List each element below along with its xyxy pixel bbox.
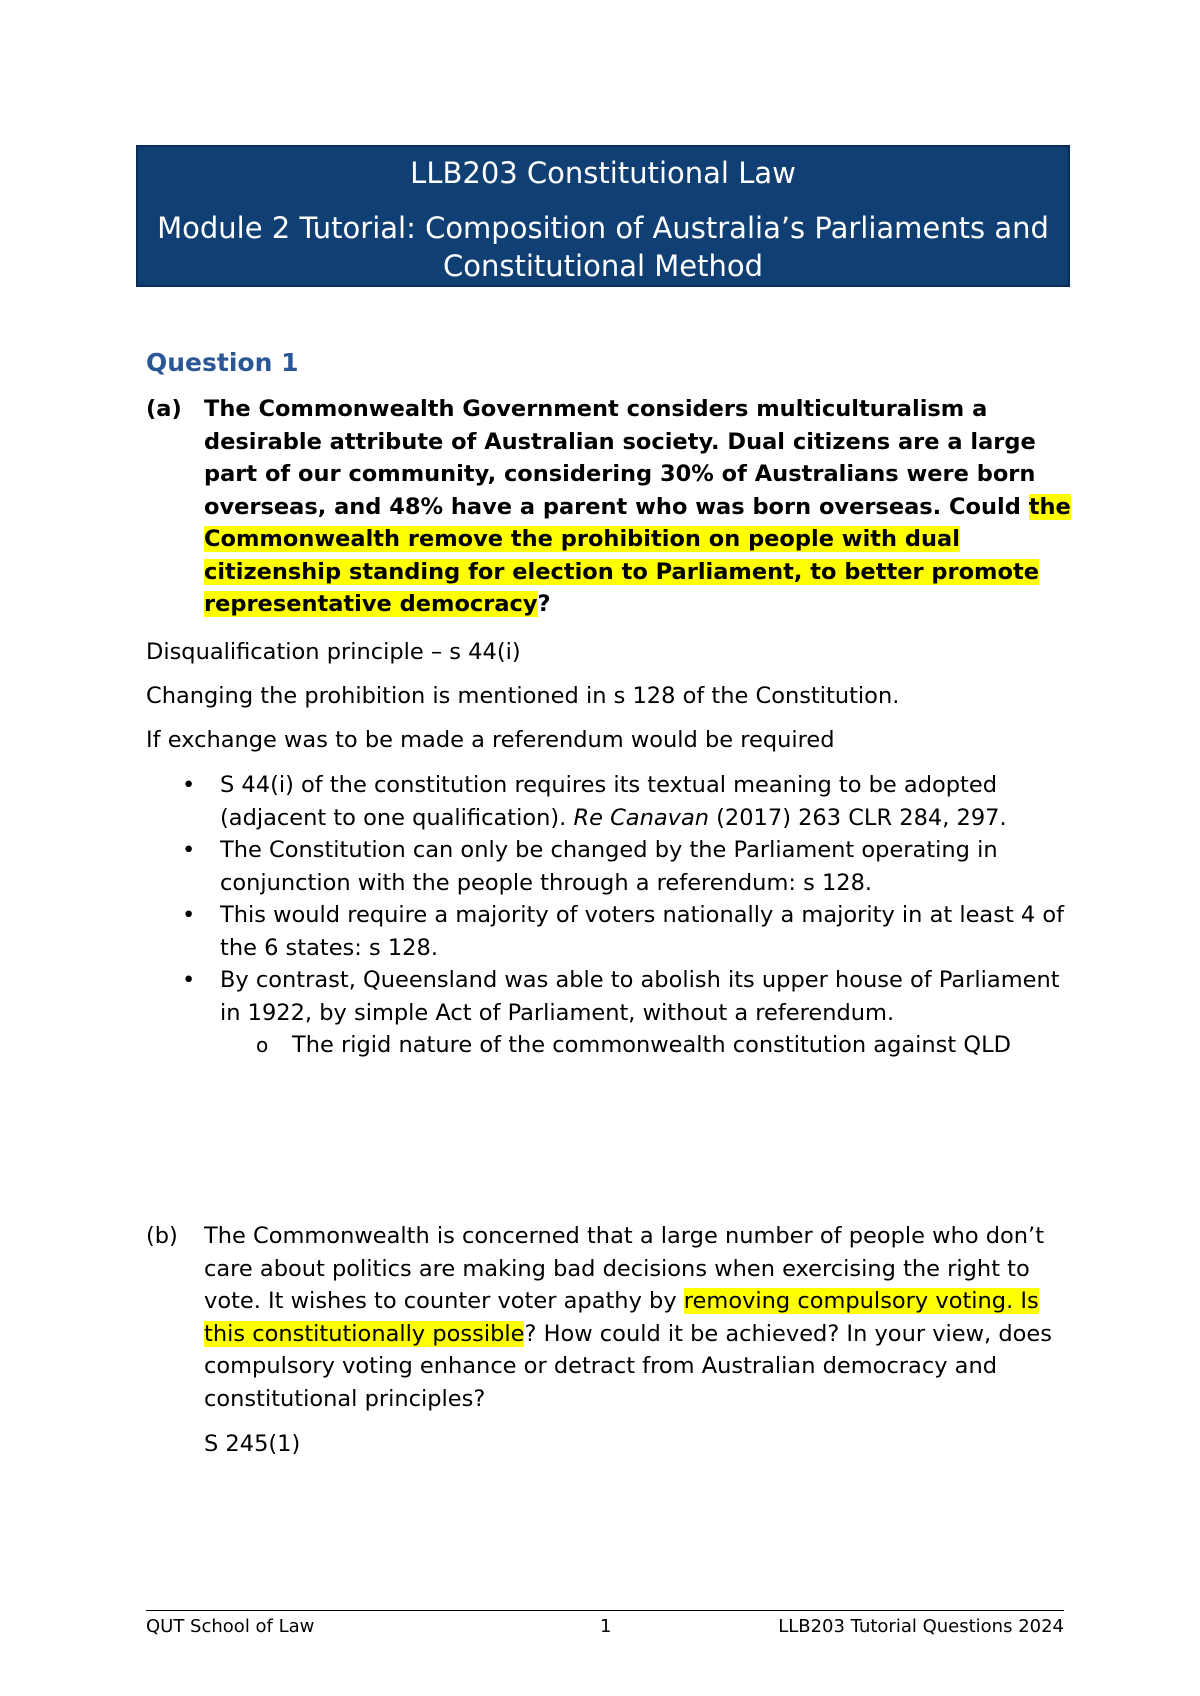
part-a-text-before: The Commonwealth Government considers multiculturalism a desirable attribute of Australian society. Dual citizens are a large part of our community, considering 30% of Australians were born overseas, and 48% have a parent who was born overseas. Could xyxy=(204,396,1036,520)
bullet-item: • By contrast, Queensland was able to abolish its upper house of Parliament in 1922, by simple Act of Parliament, without a referendum. xyxy=(146,964,1086,1029)
footer-divider xyxy=(146,1610,1064,1611)
module-title: Module 2 Tutorial: Composition of Australia’s Parliaments and Constitutional Method xyxy=(157,211,1049,283)
page-number: 1 xyxy=(600,1616,612,1637)
title-banner xyxy=(136,145,1070,287)
case-name: Re Canavan xyxy=(573,804,709,831)
bullet-icon: • xyxy=(182,772,196,798)
bullet-icon: • xyxy=(182,967,196,993)
course-title: LLB203 Constitutional Law xyxy=(410,156,796,190)
circle-bullet-icon: o xyxy=(256,1033,269,1057)
part-a-text xyxy=(204,393,1074,621)
bullet-item: • S 44(i) of the constitution requires its textual meaning to be adopted (adjacent to one qualification). Re Canavan (2017) 263 CLR 284, 297. xyxy=(146,769,1086,834)
footer-right: LLB203 Tutorial Questions 2024 xyxy=(778,1616,1064,1637)
note-prohibition: Changing the prohibition is mentioned in s 128 of the Constitution. xyxy=(146,683,900,709)
note-disqualification: Disqualification principle – s 44(i) xyxy=(146,639,521,665)
part-a-label: (a) xyxy=(146,396,182,422)
part-b-text-before: The Commonwealth is concerned that a large number of people who don’t care about politics are making bad decisions when exercising the right to vote. It wishes to counter voter apathy by xyxy=(204,1223,1045,1314)
part-b-text xyxy=(204,1220,1074,1415)
part-a-highlight: the Commonwealth remove the prohibition on people with dual citizenship standing for election to Parliament, to better promote representative democracy xyxy=(204,493,1071,617)
bullet-list xyxy=(146,769,1086,1062)
question-1-heading: Question 1 xyxy=(146,348,299,377)
part-b-label: (b) xyxy=(146,1223,178,1249)
part-b-answer: S 245(1) xyxy=(204,1431,301,1457)
footer-left: QUT School of Law xyxy=(146,1616,315,1637)
part-a-text-after: ? xyxy=(537,591,551,617)
note-referendum: If exchange was to be made a referendum would be required xyxy=(146,727,835,753)
bullet-item: • The Constitution can only be changed by the Parliament operating in conjunction with the people through a referendum: s 128. xyxy=(146,834,1086,899)
bullet-item: • This would require a majority of voters nationally a majority in at least 4 of the 6 states: s 128. xyxy=(146,899,1086,964)
part-b-text-after: ? How could it be achieved? In your view, does compulsory voting enhance or detract from Australian democracy and constitutional principles? xyxy=(204,1320,1052,1412)
bullet-icon: • xyxy=(182,902,196,928)
part-b-highlight: removing compulsory voting. Is this constitutionally possible xyxy=(204,1288,1039,1347)
bullet-icon: • xyxy=(182,837,196,863)
sub-bullet-item: o The rigid nature of the commonwealth constitution against QLD xyxy=(146,1029,1086,1062)
